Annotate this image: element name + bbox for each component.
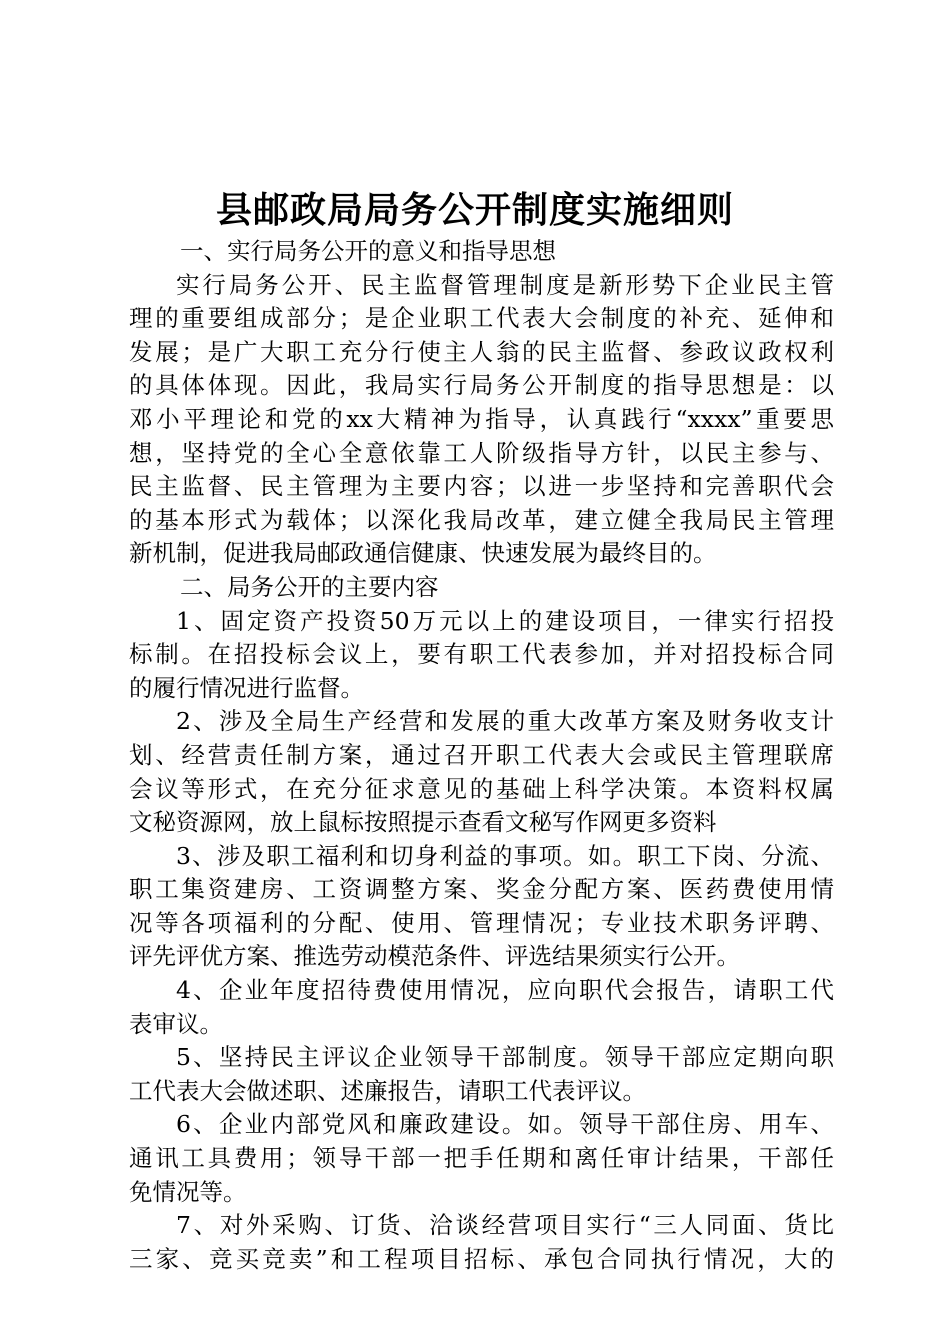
list-item-line: 划、经营责任制方案，通过召开职工代表大会或民主管理联席 [129,740,834,769]
list-item-line: 通讯工具费用；领导干部一把手任期和离任审计结果，干部任 [129,1144,834,1173]
list-item-line: 5、坚持民主评议企业领导干部制度。领导干部应定期向职 [176,1043,834,1072]
paragraph-line: 发展；是广大职工充分行使主人翁的民主监督、参政议政权利 [129,337,834,366]
list-item-line: 3、涉及职工福利和切身利益的事项。如。职工下岗、分流、 [176,841,834,870]
list-item-line: 表审议。 [129,1009,223,1038]
paragraph-line: 新机制，促进我局邮政通信健康、快速发展为最终目的。 [129,539,717,568]
list-item-line: 的履行情况进行监督。 [129,673,364,702]
document-title: 县邮政局局务公开制度实施细则 [215,189,734,231]
list-item-line: 评先评优方案、推选劳动模范条件、评选结果须实行公开。 [129,942,740,971]
paragraph-line: 邓小平理论和党的xx大精神为指导，认真践行“xxxx”重要思 [129,404,834,433]
paragraph-line: 理的重要组成部分；是企业职工代表大会制度的补充、延伸和 [129,304,834,333]
section-heading-2: 二、局务公开的主要内容 [180,572,439,601]
list-item-line: 1、固定资产投资50万元以上的建设项目，一律实行招投 [176,606,834,635]
paragraph-line: 的基本形式为载体；以深化我局改革，建立健全我局民主管理 [129,505,834,534]
section-heading-1: 一、实行局务公开的意义和指导思想 [180,237,556,265]
list-item-line: 6、企业内部党风和廉政建设。如。领导干部住房、用车、 [176,1110,834,1139]
paragraph-line: 想，坚持党的全心全意依靠工人阶级指导方针，以民主参与、 [129,438,834,467]
list-item-line: 况等各项福利的分配、使用、管理情况；专业技术职务评聘、 [129,908,834,937]
list-item-line: 文秘资源网，放上鼠标按照提示查看文秘写作网更多资料 [129,808,717,837]
list-item-line: 7、对外采购、订货、洽谈经营项目实行“三人同面、货比 [176,1211,834,1240]
list-item-line: 2、涉及全局生产经营和发展的重大改革方案及财务收支计 [176,707,834,736]
list-item-line: 工代表大会做述职、述廉报告，请职工代表评议。 [129,1076,646,1105]
list-item-line: 三家、竞买竞卖”和工程项目招标、承包合同执行情况，大的 [129,1244,834,1273]
document-body [129,235,834,1276]
list-item-line: 标制。在招投标会议上，要有职工代表参加，并对招投标合同 [129,640,834,669]
paragraph-line: 民主监督、民主管理为主要内容；以进一步坚持和完善职代会 [129,472,834,501]
paragraph-line: 实行局务公开、民主监督管理制度是新形势下企业民主管 [176,270,834,299]
list-item-line: 免情况等。 [129,1177,247,1206]
list-item-line: 职工集资建房、工资调整方案、奖金分配方案、医药费使用情 [129,875,834,904]
list-item-line: 4、企业年度招待费使用情况，应向职代会报告，请职工代 [176,976,834,1005]
paragraph-line: 的具体体现。因此，我局实行局务公开制度的指导思想是：以 [129,371,834,400]
list-item-line: 会议等形式，在充分征求意见的基础上科学决策。本资料权属 [129,774,834,803]
